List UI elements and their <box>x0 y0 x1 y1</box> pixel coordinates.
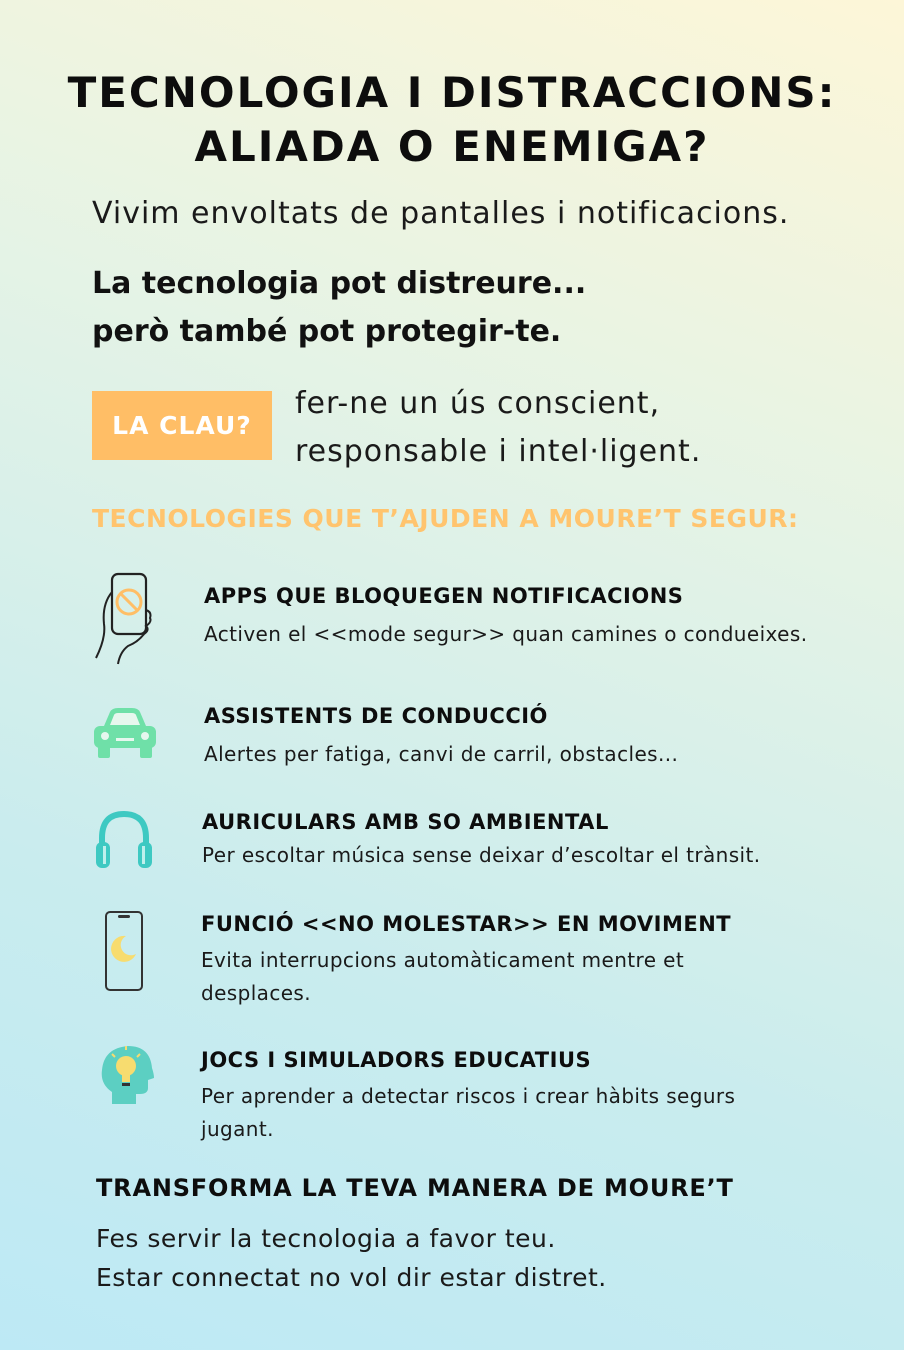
bold-statement <box>92 260 586 356</box>
phone-moon-icon <box>104 910 146 994</box>
outro-heading: TRANSFORMA LA TEVA MANERA DE MOURE’T <box>96 1174 734 1202</box>
bold-line-2: però també pot protegir-te. <box>92 314 562 349</box>
item-desc: Alertes per fatiga, canvi de carril, obstacles... <box>204 742 679 766</box>
key-line-2: responsable i intel·ligent. <box>295 434 702 469</box>
bold-line-1: La tecnologia pot distreure... <box>92 266 587 301</box>
headphones-icon <box>94 808 154 870</box>
item-title: APPS QUE BLOQUEGEN NOTIFICACIONS <box>204 584 684 608</box>
item-desc: Evita interrupcions automàticament mentre et desplaces. <box>201 948 685 1005</box>
hand-phone-icon <box>94 572 156 666</box>
page-title <box>0 66 904 174</box>
section-heading: TECNOLOGIES QUE T’AJUDEN A MOURE’T SEGUR: <box>92 504 799 533</box>
item-title: JOCS I SIMULADORS EDUCATIUS <box>201 1048 592 1072</box>
item-desc: Per aprender a detectar riscos i crear hàbits segurs jugant. <box>201 1084 736 1141</box>
item-desc: Per escoltar música sense deixar d’escoltar el trànsit. <box>202 843 761 867</box>
car-icon <box>92 708 158 760</box>
key-line-1: fer-ne un ús conscient, <box>295 386 661 421</box>
item-title: FUNCIÓ <<NO MOLESTAR>> EN MOVIMENT <box>201 912 732 936</box>
item-title: ASSISTENTS DE CONDUCCIÓ <box>204 704 548 728</box>
title-line-1: TECNOLOGIA I DISTRACCIONS: <box>67 68 837 117</box>
key-badge: LA CLAU? <box>92 391 272 460</box>
item-title: AURICULARS AMB SO AMBIENTAL <box>202 810 609 834</box>
outro-line-1: Fes servir la tecnologia a favor teu. <box>96 1224 556 1253</box>
key-text <box>295 380 701 476</box>
title-line-2: ALIADA O ENEMIGA? <box>194 122 710 171</box>
item-desc: Activen el <<mode segur>> quan camines o condueixes. <box>204 622 808 646</box>
outro-text <box>96 1219 607 1297</box>
head-lightbulb-icon <box>98 1044 158 1106</box>
intro-text: Vivim envoltats de pantalles i notificacions. <box>92 196 790 231</box>
outro-line-2: Estar connectat no vol dir estar distret. <box>96 1263 607 1292</box>
